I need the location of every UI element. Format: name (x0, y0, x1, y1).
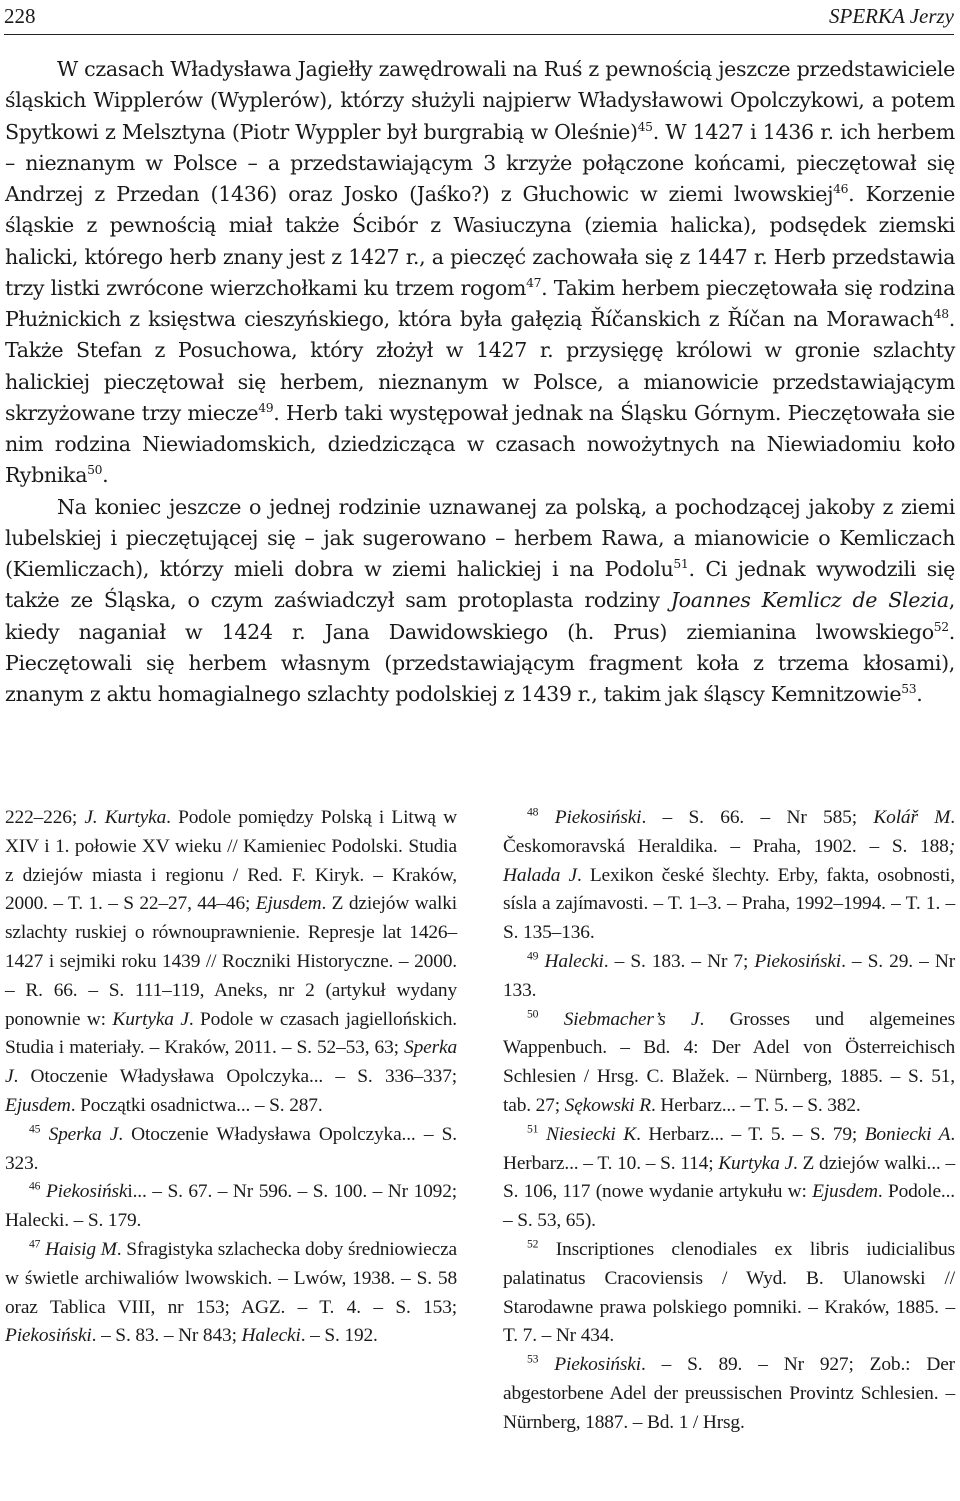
italic-text: Haisig M (45, 1238, 117, 1260)
footnote-ref: 49 (258, 400, 274, 415)
text-run: . Początki osadnictwa... – S. 287. (70, 1094, 323, 1116)
text-run: Inscriptiones clenodiales ex libris iudicialibus palatinatus Cracoviensis / Wyd. B. Ulanowski // Starodawne prawa polskiego pomniki. – Kraków, 1885. – T. 7. – Nr 434. (503, 1238, 955, 1347)
italic-text: Sperka J (48, 1123, 119, 1145)
text-run: . Z dziejów walki... – S. 106, 117 (nowe wydanie artykułu w: (503, 1152, 956, 1203)
text-run: . Herb taki występował jednak na Śląsku Górnym. Pieczętowała sie nim rodzina Niewiadomskich, dziedzicząca w czasach nowożytnych na Niewiadomiu koło Rybnika (5, 400, 956, 488)
footnote-ref: 53 (901, 682, 917, 697)
footnote-ref: 45 (637, 119, 653, 134)
text-run: , kiedy naganiał w 1424 r. Jana Dawidowskiego (h. Prus) ziemianina lwowskiego (5, 588, 955, 644)
text-run: . W 1427 i 1436 r. ich herbem – nieznanym w Polsce – a przedstawiającym 3 krzyże połączone końcami, pieczętował się Andrzej z Przedan (1436) oraz Josko (Jaśko?) z Głuchowic w ziemi lwowskiej (5, 119, 955, 206)
text-run: i... – S. 67. – Nr 596. – S. 100. – Nr 1092; Halecki. – S. 179. (5, 1181, 457, 1232)
footnote (5, 1178, 457, 1236)
italic-text: Ejusdem (812, 1181, 878, 1203)
page-header (4, 0, 954, 40)
text-run: . Herbarz... – T. 5. – S. 382. (650, 1094, 861, 1116)
italic-text: Piekosiński (554, 807, 642, 828)
italic-text: Halecki (241, 1325, 301, 1347)
italic-text: Ejusdem (255, 893, 322, 915)
footnote (503, 1236, 955, 1351)
footnote-ref: 47 (526, 275, 542, 290)
text-run: . Pieczętowali się herbem własnym (przedstawiającym fragment koła z trzema kłosami), znanym z aktu homagialnego szlachty podolskiej z 1439 r., takim jak śląscy Kemnitzowie (5, 619, 955, 706)
footnote-ref: 52 (933, 619, 949, 634)
text-run: . – S. 66. – Nr 585; (641, 807, 874, 828)
italic-text: Kurtyka J (112, 1008, 189, 1030)
text-run: . Podole pomiędzy Polską i Litwą w XIV i 1. połowie XV wieku // Kamieniec Podolski. Studia z dziejów miasta i regionu / Red. F. Kiryk. – Kraków, 2000. – T. 1. – S 22–27, 44–46; (5, 807, 457, 915)
italic-text: Piekosiński (5, 1325, 92, 1347)
text-run: . Herbarz... – T. 5. – S. 79; (636, 1123, 865, 1145)
text-run: Na koniec jeszcze o jednej rodzinie uznawanej za polską, a pochodzącej jakoby z ziemi lubelskiej i pieczętującej się – jak sugerowano – herbem Rawa, a mianowicie o Kemliczach (Kiemliczach), którzy mieli dobra w ziemi halickiej i na Podolu (5, 494, 955, 581)
page-number: 228 (4, 4, 36, 28)
italic-text: Piekosiński (554, 1354, 641, 1376)
text-run: . Otoczenie Władysława Opolczyka... – S. 323. (5, 1123, 457, 1174)
text-run: . (916, 682, 923, 706)
footnote (5, 1121, 457, 1179)
italic-text: Boniecki A (864, 1123, 951, 1145)
footnote-ref: 53 (527, 1352, 539, 1366)
footnote-ref: 48 (527, 805, 539, 819)
italic-text: Kurtyka J (718, 1152, 793, 1174)
footnote (5, 1236, 457, 1351)
italic-text: Joannes Kemlicz de Slezia (670, 588, 949, 613)
footnote-ref: 47 (29, 1237, 41, 1251)
text-run: . – S. 83. – Nr 843; (91, 1325, 242, 1347)
text-run: . Otoczenie Władysława Opolczyka... – S. 336–337; (13, 1066, 457, 1088)
italic-text: J. Kurtyka (84, 807, 167, 828)
text-run (40, 1124, 48, 1145)
text-run: . (102, 463, 109, 488)
text-run: . Sfragistyka szlachecka doby średniowiecza w świetle archiwaliów lwowskich. – Lwów, 1938. – S. 58 oraz Tablica VIII, nr 153; AGZ. – T. 4. – S. 153; (5, 1238, 457, 1318)
text-run: . Českomoravská Heraldika. – Praha, 1902. – S. 188 (503, 807, 955, 857)
italic-text: Sękowski R (564, 1094, 651, 1116)
text-run: . Także Stefan z Posuchowa, który złożył w 1427 r. przysięgę królowi w gronie szlachty halickiej pieczętował się herbem, nieznanym w Polsce, a mianowicie przedstawiającym skrzyżowane trzy miecze (5, 307, 955, 425)
italic-text: Sperka J (5, 1037, 457, 1088)
text-run: 222–226; (5, 807, 85, 828)
footnote (503, 1351, 955, 1437)
text-run: . Takim herbem pieczętowała się rodzina Płużnickich z księstwa cieszyńskiego, która była gałęzią Říčanskich z Říčan na Morawach (5, 275, 955, 331)
italic-text: Ejusdem (5, 1094, 71, 1116)
footnote-ref: 49 (527, 949, 539, 963)
text-run: . – S. 192. (300, 1325, 378, 1347)
text-run: . – S. 89. – Nr 927; Zob.: Der abgestorbene Adel der preussischen Provintz Schlesien. – Nürnberg, 1887. – Bd. 1 / Hrsg. (503, 1354, 955, 1433)
footnote-ref: 46 (833, 182, 849, 197)
text-run (538, 1354, 554, 1375)
text-run: . Podole w czasach jagiellońskich. Studia i materiały. – Kraków, 2011. – S. 52–53, 63; (5, 1008, 458, 1059)
text-run: . – S. 29. – Nr 133. (503, 950, 956, 1001)
footnote (503, 1006, 955, 1121)
footnote-ref: 50 (87, 463, 103, 478)
footnote (503, 804, 955, 948)
text-run: . Podole... – S. 53, 65). (503, 1181, 955, 1232)
header-rule (4, 34, 954, 35)
footnote-continuation (5, 804, 457, 1121)
text-run: . Ci jednak wywodzili się także ze Śląska, o czym zaświadczył sam protoplasta rodziny (5, 557, 955, 613)
text-run: W czasach Władysława Jagiełły zawędrowali na Ruś z pewnością jeszcze przedstawiciele śląskich Wipplerów (Wyplerów), którzy służyli najpierw Władysławowi Opolczykowi, a potem Spytkowi z Melsztyna (Piotr Wyppler był burgrabią w Oleśnie) (5, 57, 955, 144)
text-run: . Z dziejów walki szlachty ruskiej o równouprawnienie. Represje lat 1426–1427 i sejmiki roku 1439 // Roczniki Historyczne. – 2000. – R. 66. – S. 111–119, Aneks, nr 2 (artykuł wydany ponownie w: (5, 893, 458, 1030)
footnote-ref: 51 (673, 557, 689, 572)
text-run (538, 807, 554, 828)
footnotes-right-column (503, 804, 955, 1438)
text-run: . – S. 183. – Nr 7; (603, 950, 755, 972)
italic-text: Piekosiński (754, 950, 842, 972)
italic-text: Siebmacher’s J (563, 1008, 700, 1030)
footnote (503, 1121, 955, 1236)
main-text (5, 54, 955, 710)
footnote-ref: 48 (933, 307, 949, 322)
text-run: . Grosses und algemeines Wappenbuch. – Bd. 4: Der Adel von Österreichisch Schlesien / Hrsg. C. Blažek. – Nürnberg, 1885. – S. 51, tab. 27; (503, 1008, 956, 1116)
text-run (538, 1009, 563, 1030)
text-run (538, 1124, 546, 1145)
text-run: . Lexikon české šlechty. Erby, fakta, osobnosti, sísla a zajímavosti. – T. 1–3. – Praha, 1992–1994. – T. 1. – S. 135–136. (503, 864, 955, 944)
footnote-ref: 52 (527, 1237, 539, 1251)
footnote-ref: 51 (527, 1122, 539, 1136)
italic-text: Niesiecki K (545, 1123, 637, 1145)
footnotes-left-column (5, 804, 457, 1351)
body-paragraph (5, 492, 955, 711)
footnote-ref: 50 (527, 1007, 539, 1021)
footnote-ref: 46 (29, 1179, 41, 1193)
footnote-ref: 45 (29, 1122, 41, 1136)
running-head: SPERKA Jerzy (829, 4, 954, 28)
italic-text: Halecki (544, 950, 604, 972)
footnote (503, 948, 955, 1006)
text-run: . Korzenie śląskie z pewnością miał także Ścibór z Wasiuczyna (ziemia halicka), podsędek ziemski halicki, którego herb znany jest z 1427 r., a pieczęć zachowała się z 1447 r. Herb przedstawia trzy listki zwrócone wierzchołkami ku trzem rogom (5, 182, 955, 300)
body-paragraph (5, 54, 955, 492)
italic-text: ; Halada J (503, 835, 955, 886)
italic-text: Kolář M (873, 807, 951, 828)
text-run: . Herbarz... – T. 10. – S. 114; (503, 1123, 956, 1174)
italic-text: Piekosińsk (45, 1181, 128, 1203)
